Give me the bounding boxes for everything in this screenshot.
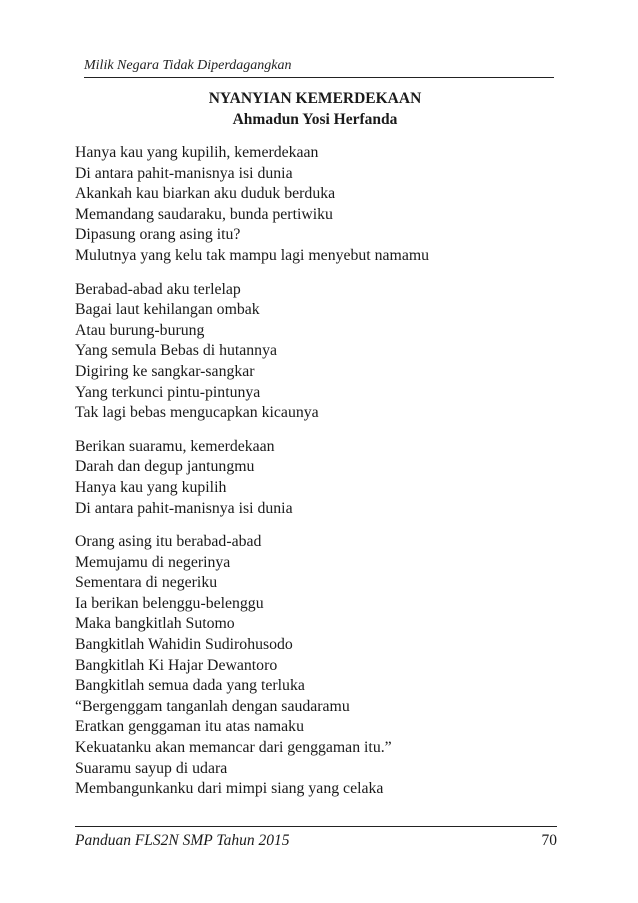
footer-book-title: Panduan FLS2N SMP Tahun 2015 — [75, 832, 290, 849]
poem-stanza — [75, 280, 555, 424]
poem-heading — [75, 88, 555, 130]
page-footer — [75, 826, 557, 850]
poem-line: Bangkitlah Ki Hajar Dewantoro — [75, 656, 278, 674]
poem-line: Suaramu sayup di udara — [75, 759, 228, 777]
running-header — [84, 54, 554, 78]
poem-line: Berabad-abad aku terlelap — [75, 280, 241, 298]
poem-stanza — [75, 143, 555, 267]
poem-line: Atau burung-burung — [75, 321, 205, 339]
poem-line: Orang asing itu berabad-abad — [75, 533, 262, 551]
poem-line: Kekuatanku akan memancar dari genggaman itu.” — [75, 739, 392, 757]
poem-line: Dipasung orang asing itu? — [75, 226, 241, 244]
poem-stanza — [75, 532, 555, 800]
poem-line: Di antara pahit-manisnya isi dunia — [75, 499, 293, 517]
poem-title: NYANYIAN KEMERDEKAAN — [208, 90, 422, 107]
page-number: 70 — [541, 832, 557, 849]
poem-line: Maka bangkitlah Sutomo — [75, 615, 235, 633]
poem-line: Digiring ke sangkar-sangkar — [75, 362, 255, 380]
poem-line: Bagai laut kehilangan ombak — [75, 301, 260, 319]
poem-line: Bangkitlah semua dada yang terluka — [75, 677, 305, 695]
poem-line: Yang semula Bebas di hutannya — [75, 342, 277, 360]
poem-line: Mulutnya yang kelu tak mampu lagi menyebut namamu — [75, 246, 430, 264]
poem-line: Darah dan degup jantungmu — [75, 458, 255, 476]
poem-line: Tak lagi bebas mengucapkan kicaunya — [75, 404, 319, 422]
poem-stanza — [75, 437, 555, 519]
running-header-text: Milik Negara Tidak Diperdagangkan — [84, 58, 292, 73]
poem-line: Memujamu di negerinya — [75, 553, 231, 571]
poem-line: Membangunkanku dari mimpi siang yang celaka — [75, 780, 384, 798]
poem-line: Berikan suaramu, kemerdekaan — [75, 437, 275, 455]
poem-line: Di antara pahit-manisnya isi dunia — [75, 164, 293, 182]
poem-author: Ahmadun Yosi Herfanda — [232, 111, 398, 128]
poem-line: Sementara di negeriku — [75, 574, 218, 592]
poem-line: Ia berikan belenggu-belenggu — [75, 594, 264, 612]
poem-line: Eratkan genggaman itu atas namaku — [75, 718, 304, 736]
poem-line: Hanya kau yang kupilih, kemerdekaan — [75, 144, 319, 161]
poem-line: Hanya kau yang kupilih — [75, 478, 227, 496]
poem-line: Akankah kau biarkan aku duduk berduka — [75, 185, 336, 203]
poem-line: Memandang saudaraku, bunda pertiwiku — [75, 205, 333, 223]
poem-line: Bangkitlah Wahidin Sudirohusodo — [75, 636, 293, 654]
poem-line: Yang terkunci pintu-pintunya — [75, 383, 261, 401]
poem-body — [75, 143, 555, 813]
poem-line: “Bergenggam tanganlah dengan saudaramu — [75, 697, 350, 715]
